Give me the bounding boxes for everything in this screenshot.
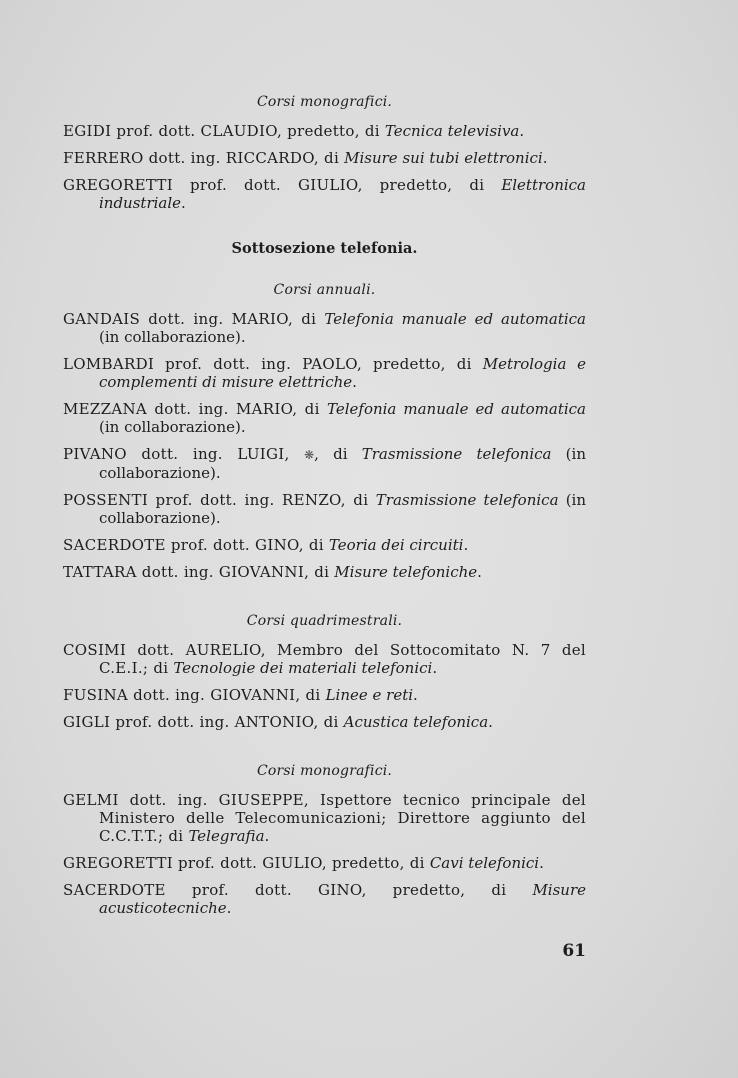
- entry-cosimi: COSIMI dott. AURELIO, Membro del Sottocomitato N. 7 del C.E.I.; di Tecnologie dei materiali telefonici.: [63, 641, 586, 677]
- entry-gregoretti: GREGORETTI prof. dott. GIULIO, predetto, di Elettronica industriale.: [63, 176, 586, 212]
- entry-egidi: EGIDI prof. dott. CLAUDIO, predetto, di Tecnica televisiva.: [63, 122, 525, 140]
- subsection-title: Sottosezione telefonia.: [231, 240, 418, 257]
- entry-gelmi: GELMI dott. ing. GIUSEPPE, Ispettore tecnico principale del Ministero delle Telecomunicazioni; Direttore aggiunto del C.C.T.T.; di Telegrafia.: [63, 791, 586, 845]
- section-heading-quadrimestrali: Corsi quadrimestrali.: [246, 613, 403, 629]
- entry-possenti: POSSENTI prof. dott. ing. RENZO, di Trasmissione telefonica (in collaborazione).: [63, 491, 586, 527]
- entry-gandais: GANDAIS dott. ing. MARIO, di Telefonia manuale ed automatica (in collaborazione).: [63, 310, 586, 346]
- entry-ferrero: FERRERO dott. ing. RICCARDO, di Misure sui tubi elettronici.: [63, 149, 548, 167]
- star-cross-icon: ❋: [304, 448, 315, 462]
- page-number: 61: [562, 941, 586, 961]
- entry-gregoretti-2: GREGORETTI prof. dott. GIULIO, predetto, di Cavi telefonici.: [63, 854, 544, 872]
- entry-fusina: FUSINA dott. ing. GIOVANNI, di Linee e reti.: [63, 686, 418, 704]
- entry-sacerdote: SACERDOTE prof. dott. GINO, di Teoria dei circuiti.: [63, 536, 469, 554]
- section-heading-monografici: Corsi monografici.: [256, 94, 393, 110]
- page-content: [63, 94, 586, 917]
- entry-pivano: PIVANO dott. ing. LUIGI, ❋, di Trasmissione telefonica (in collaborazione).: [63, 445, 586, 482]
- entry-mezzana: MEZZANA dott. ing. MARIO, di Telefonia manuale ed automatica (in collaborazione).: [63, 400, 586, 436]
- entry-lombardi: LOMBARDI prof. dott. ing. PAOLO, predetto, di Metrologia e complementi di misure elettriche.: [63, 355, 586, 391]
- section-heading-annuali: Corsi annuali.: [273, 282, 376, 298]
- section-heading-monografici-2: Corsi monografici.: [256, 763, 393, 779]
- entry-sacerdote-2: SACERDOTE prof. dott. GINO, predetto, di Misure acusticotecniche.: [63, 881, 586, 917]
- entry-gigli: GIGLI prof. dott. ing. ANTONIO, di Acustica telefonica.: [63, 713, 493, 731]
- entry-tattara: TATTARA dott. ing. GIOVANNI, di Misure telefoniche.: [63, 563, 482, 581]
